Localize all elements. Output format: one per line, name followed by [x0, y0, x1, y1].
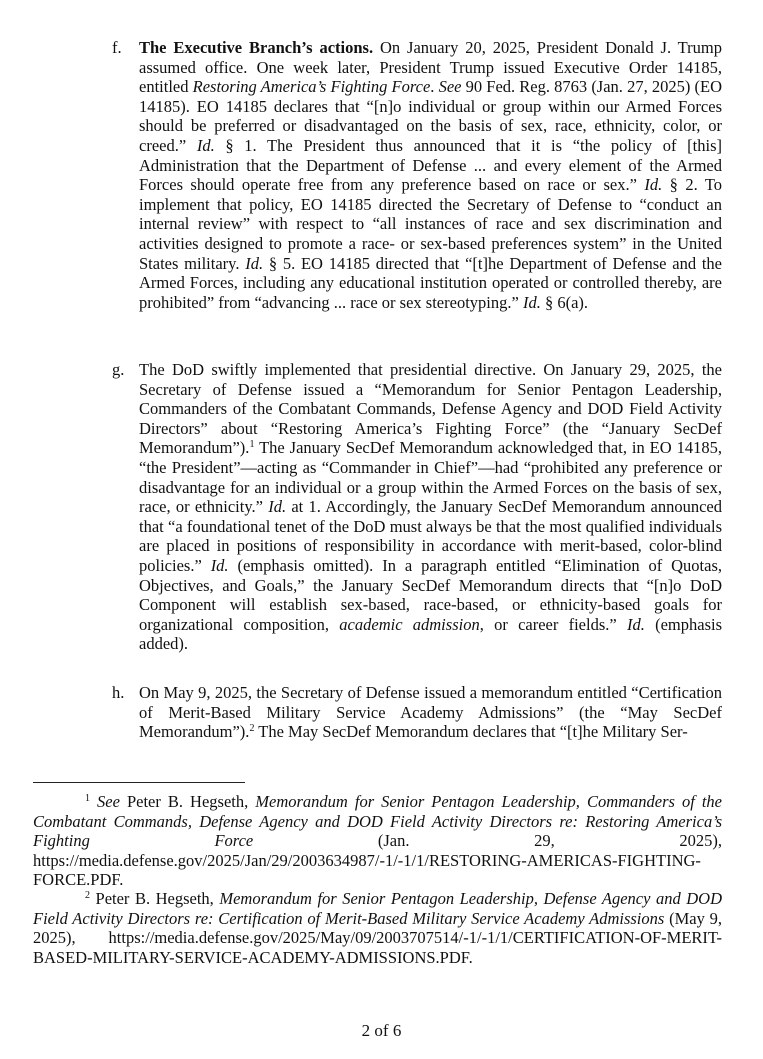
footnote-1 [33, 792, 722, 890]
paragraph-f [112, 38, 723, 312]
page-number: 2 of 6 [361, 1021, 402, 1040]
footnote-marker: 2 [85, 890, 90, 901]
text-run: (May 9, 2025), https://media.defense.gov/2025/May/09/2003707514/-1/-1/1/CERTIFICATION-OF-MERIT-BASED-MILITARY-SERVICE-ACADEMY-ADMISSIONS.PDF. [33, 908, 722, 967]
italic-run: See [97, 792, 120, 811]
italic-run: Memorandum for Senior Pentagon Leadership, Defense Agency and DOD Field Activity Directors re: Certification of Merit-Based Military Service Academy Admissions [33, 889, 722, 928]
text-run: Peter B. Hegseth, [90, 889, 220, 908]
paragraph-body [139, 683, 722, 742]
italic-run: Id. [196, 135, 215, 155]
footnote-marker: 2 [249, 723, 255, 735]
footnote-text [33, 889, 722, 967]
text-run: The January SecDef Memorandum acknowledged that, in EO 14185, “the President”—acting as “Commander in Chief”—had “prohibited any preference or disadvantage for an individual or a group within the Armed Forces on the basis of sex, race, or ethnicity.” [139, 438, 722, 517]
text-run: The May SecDef Memorandum declares that “[t]he Military Ser- [254, 722, 688, 742]
italic-run: Id. [626, 614, 645, 634]
text-run: at 1. Accordingly, the January SecDef Memorandum announced that “a foundational tenet of the DoD must always be that the most qualified individuals are placed in positions of responsibility in accordance with merit-based, color-blind policies.” [139, 497, 722, 575]
paragraph-h [112, 683, 722, 742]
text-run: (emphasis added). [139, 614, 722, 654]
text-run: § 6(a). [540, 292, 589, 312]
text-run: § 2. To implement that policy, EO 14185 directed the Secretary of Defense to “conduct an internal review” with respect to “all instances of race and sex discrimination and activities designed to promote a race- or sex-based preferences system” in the United States military. [139, 175, 722, 273]
text-run: § 5. EO 14185 directed that “[t]he Department of Defense and the Armed Forces, including any educational institution operated or controlled thereby, are prohibited” from “advancing ... race or sex stereotyping.” [139, 253, 722, 312]
italic-run: See [438, 77, 462, 97]
italic-run: academic admission [339, 614, 480, 634]
footnote-text [33, 792, 722, 889]
text-run: On May 9, 2025, the Secretary of Defense issued a memorandum entitled “Certification of Merit-Based Military Service Academy Admissions” (the “May SecDef Memorandum”). [139, 683, 722, 742]
italic-run: Id. [245, 253, 264, 273]
italic-run: Id. [268, 497, 287, 517]
text-run: Peter B. Hegseth, [119, 792, 256, 811]
bold-run: The Executive Branch’s actions. [139, 38, 374, 57]
text-run [90, 792, 97, 811]
italic-run: Id. [210, 555, 229, 575]
text-run: The DoD swiftly implemented that presidential directive. On January 29, 2025, the Secretary of Defense issued a “Memorandum for Senior Pentagon Leadership, Commanders of the Combatant Commands, Defense Agency and DOD Field Activity Directors” about “Restoring America’s Fighting Force” (the “January SecDef Memorandum”). [139, 360, 722, 458]
paragraph-label: h. [112, 683, 125, 702]
text-run: . [430, 77, 439, 97]
italic-run: Id. [644, 175, 663, 195]
paragraph-label: f. [112, 38, 122, 57]
italic-run: Id. [522, 292, 541, 312]
footnote-marker: 1 [249, 439, 255, 451]
text-run: , or career fields.” [479, 614, 627, 634]
text-run: § 1. The President thus announced that it is “the policy of [this] Administration that the Department of Defense ... and every element of the Armed Forces should operate free from any preference based on race or sex.” [139, 135, 722, 195]
footnote-marker: 1 [85, 793, 90, 804]
footnote-2 [33, 889, 722, 967]
italic-run: Memorandum for Senior Pentagon Leadership, Commanders of the Combatant Commands, Defense Agency and DOD Field Activity Directors re: Restoring America’s Fighting Force [33, 792, 722, 851]
text-run: (Jan. 29, 2025), https://media.defense.gov/2025/Jan/29/2003634987/-1/-1/1/RESTORING-AMERICAS-FIGHTING-FORCE.PDF. [33, 831, 722, 890]
footnote-divider [33, 782, 245, 783]
paragraph-g [112, 360, 722, 654]
paragraph-body [139, 360, 722, 654]
text-run: On January 20, 2025, President Donald J. Trump assumed office. One week later, President Trump issued Executive Order 14185, entitled [139, 38, 722, 97]
paragraph-label: g. [112, 360, 125, 379]
text-run: (emphasis omitted). In a paragraph entitled “Elimination of Quotas, Objectives, and Goals,” the January SecDef Memorandum directs that “[n]o DoD Component will establish sex-based, race-based, or ethnicity-based goals for organizational composition, [139, 555, 722, 634]
italic-run: Restoring America’s Fighting Force [192, 77, 431, 97]
text-run: 90 Fed. Reg. 8763 (Jan. 27, 2025) (EO 14185). EO 14185 declares that “[n]o individual or group within our Armed Forces should be preferred or disadvantaged on the basis of sex, race, ethnicity, color, or creed.” [139, 77, 723, 155]
paragraph-body [139, 38, 722, 312]
